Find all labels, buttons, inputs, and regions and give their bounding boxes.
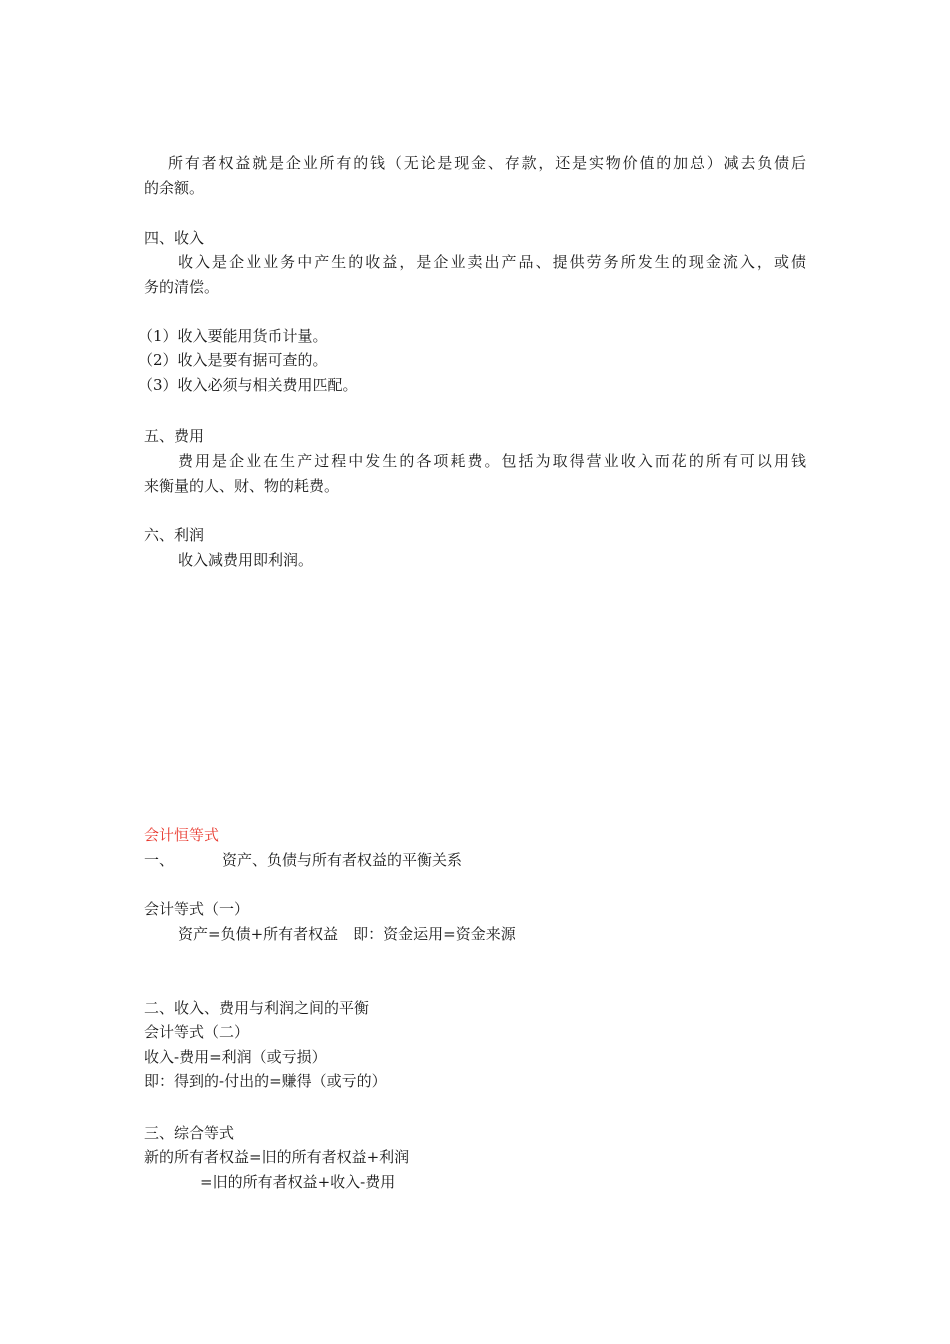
- revenue-item-3: （3）收入必须与相关费用匹配。: [138, 376, 358, 394]
- expense-line-2: 来衡量的人、财、物的耗费。: [144, 477, 340, 495]
- equation-section-1-text: 资产、负债与所有者权益的平衡关系: [222, 851, 463, 869]
- equation-2-text: 收入-费用=利润（或亏损）: [144, 1048, 327, 1066]
- equation-section-1-number: 一、: [144, 851, 175, 869]
- profit-heading: 六、利润: [144, 526, 205, 544]
- owners-equity-paragraph: [144, 151, 806, 201]
- equation-1-label: 会计等式（一）: [144, 900, 250, 918]
- equation-2-label: 会计等式（二）: [144, 1023, 250, 1041]
- owners-equity-line-2: 的余额。: [144, 179, 205, 197]
- revenue-line-1: 收入是企业业务中产生的收益，是企业卖出产品、提供劳务所发生的现金流入，或债: [178, 253, 806, 271]
- equation-section-3-line-1: 新的所有者权益=旧的所有者权益+利润: [144, 1148, 410, 1166]
- revenue-item-1: （1）收入要能用货币计量。: [138, 327, 328, 345]
- equation-1-text: 资产=负债+所有者权益 即：资金运用=资金来源: [178, 925, 516, 943]
- expense-heading: 五、费用: [144, 427, 205, 445]
- equation-section-3-heading: 三、综合等式: [144, 1124, 235, 1142]
- owners-equity-line-1: 所有者权益就是企业所有的钱（无论是现金、存款，还是实物价值的加总）减去负债后: [168, 154, 806, 172]
- expense-line-1: 费用是企业在生产过程中发生的各项耗费。包括为取得营业收入而花的所有可以用钱: [178, 452, 806, 470]
- revenue-item-2: （2）收入是要有据可查的。: [138, 351, 328, 369]
- expense-paragraph: [144, 449, 806, 499]
- revenue-line-2: 务的清偿。: [144, 278, 220, 296]
- revenue-heading: 四、收入: [144, 229, 205, 247]
- profit-text: 收入减费用即利润。: [178, 551, 314, 569]
- equation-section-2-heading: 二、收入、费用与利润之间的平衡: [144, 999, 370, 1017]
- equation-2-note: 即：得到的-付出的=赚得（或亏的）: [144, 1072, 387, 1090]
- equation-section-1: [144, 848, 462, 872]
- equation-section-3-line-2: =旧的所有者权益+收入-费用: [200, 1173, 396, 1191]
- revenue-paragraph: [144, 250, 806, 300]
- equation-title: 会计恒等式: [144, 826, 220, 844]
